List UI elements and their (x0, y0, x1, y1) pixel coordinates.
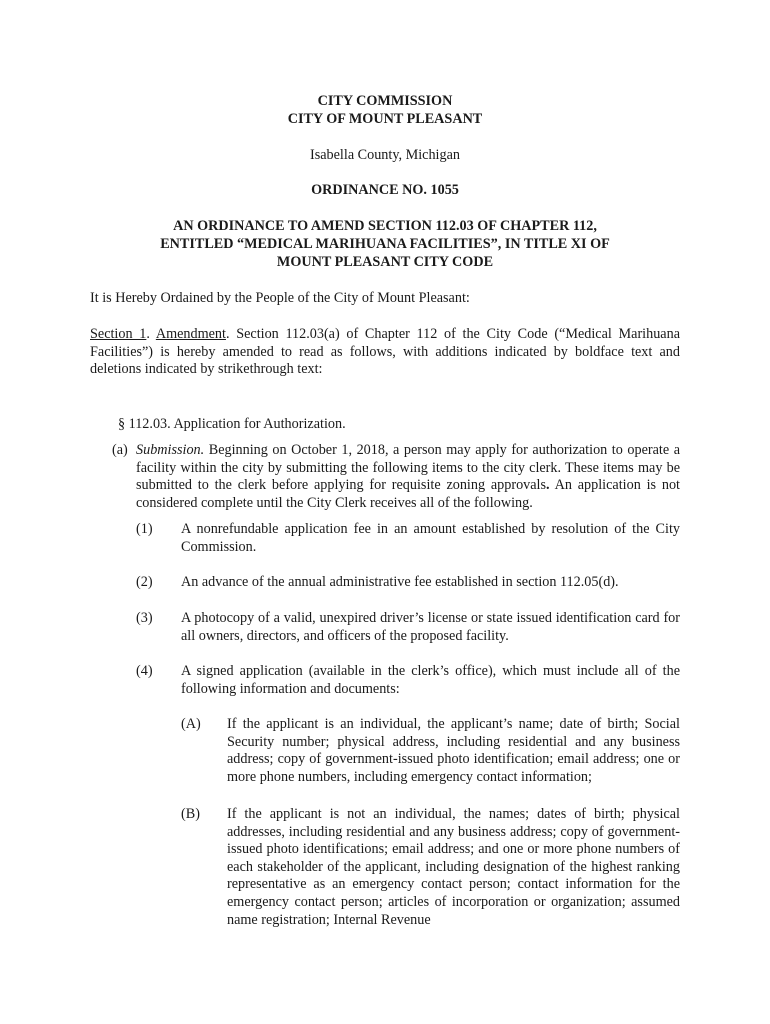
item-4-number: (4) (136, 663, 153, 679)
ordinance-number: ORDINANCE NO. 1055 (311, 182, 459, 198)
item-3-text: A photocopy of a valid, unexpired driver’s license or state issued identification card for all owners, directors, and officers of the proposed facility. (181, 610, 680, 644)
item-2-number: (2) (136, 574, 153, 590)
subsection-heading: § 112.03. Application for Authorization. (118, 416, 346, 432)
subsection-a-label: (a) (112, 442, 128, 458)
section-1-paragraph (90, 326, 680, 379)
subsection-a-text (136, 442, 680, 512)
ordinance-title-line-1: AN ORDINANCE TO AMEND SECTION 112.03 OF CHAPTER 112, (173, 218, 597, 234)
section-1-text: . Section 112.03(a) of Chapter 112 of the City Code (“Medical Marihuana Facilities”) is hereby amended to read as follows, with additions indicated by boldface text and deletions indicated by strikethrough text: (90, 326, 680, 378)
item-3-number: (3) (136, 610, 153, 626)
subitem-a-text: If the applicant is an individual, the applicant’s name; date of birth; Social Security number; physical address, including residential and any business address; copy of government-issued photo identification; email address; one or more phone numbers, including emergency contact information; (227, 716, 680, 785)
submission-title: Submission. (136, 442, 205, 458)
item-2-text: An advance of the annual administrative fee established in section 112.05(d). (181, 574, 619, 590)
subitem-b-text: If the applicant is not an individual, the names; dates of birth; physical addresses, including residential and any business address; copy of government-issued photo identifications; email address; and one or more phone numbers of each stakeholder of the applicant, including designation of the highest ranking representative as an emergency contact person; contact information for the emergency contact person; articles of incorporation or organization; assumed name registration; Internal Revenue (227, 806, 680, 928)
item-1-number: (1) (136, 521, 153, 537)
ordained-statement: It is Hereby Ordained by the People of the City of Mount Pleasant: (90, 290, 470, 306)
submission-text-2: An application is not considered complete until the City Clerk receives all of the following. (136, 477, 681, 511)
ordinance-title-line-2: ENTITLED “MEDICAL MARIHUANA FACILITIES”, IN TITLE XI OF (160, 236, 610, 252)
ordinance-title-line-3: MOUNT PLEASANT CITY CODE (276, 254, 494, 270)
heading-city-name: CITY OF MOUNT PLEASANT (287, 111, 483, 127)
submission-text: Beginning on October 1, 2018, a person may apply for authorization to operate a facility within the city by submitting the following items to the city clerk. These items may be submitted to the clerk before applying for requisite zoning approvals (136, 442, 680, 494)
item-1-text: A nonrefundable application fee in an amount established by resolution of the City Commission. (181, 521, 680, 555)
county-line: Isabella County, Michigan (310, 147, 460, 163)
bold-period: . (546, 477, 550, 494)
amendment-label: Amendment (155, 326, 226, 342)
section-1-separator: . (146, 326, 156, 342)
section-1-label: Section 1 (90, 326, 147, 342)
subitem-a-number: (A) (181, 716, 201, 732)
subitem-b-number: (B) (181, 806, 200, 822)
item-4-text: A signed application (available in the clerk’s office), which must include all of the following information and documents: (181, 663, 680, 697)
heading-city-commission: CITY COMMISSION (317, 93, 453, 109)
